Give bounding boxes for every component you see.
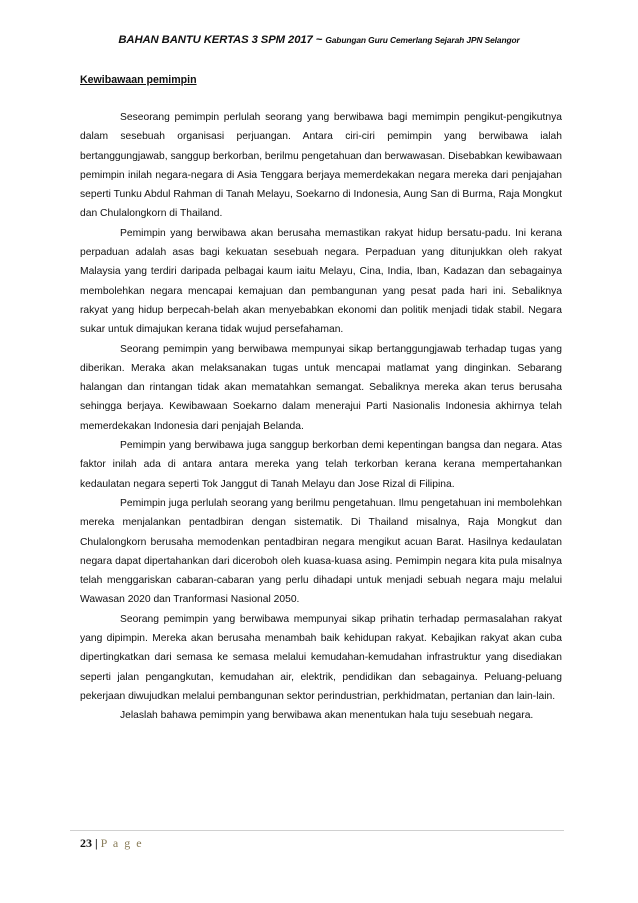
document-body xyxy=(80,108,562,726)
header-tilde: ~ xyxy=(312,34,326,46)
paragraph-3: Seorang pemimpin yang berwibawa mempunyai sikap bertanggungjawab terhadap tugas yang diberikan. Meraka akan melaksanakan tugas untuk mencapai matlamat yang dinginkan. Sebarang halangan dan rintangan tidak akan mematahkan semangat. Sebaliknya mereka akan terus berusaha sehingga berjaya. Kewibawaan Soekarno dalam menerajui Parti Nasionalis Indonesia akhirnya telah memerdekakan Indonesia dari penjajah Belanda. xyxy=(80,343,562,432)
paragraph-7: Jelaslah bahawa pemimpin yang berwibawa akan menentukan hala tuju sesebuah negara. xyxy=(120,710,534,722)
paragraph-2: Pemimpin yang berwibawa akan berusaha memastikan rakyat hidup bersatu-padu. Ini kerana perpaduan adalah asas bagi kekuatan sesebuah negara. Perpaduan yang ditunjukkan oleh rakyat Malaysia yang terdiri daripada pelbagai kaum iaitu Melayu, Cina, India, Iban, Kadazan dan sebagainya membolehkan negara mencapai kemajuan dan pembangunan yang pesat pada hari ini. Sebaliknya rakyat yang hidup berpecah-belah akan menyebabkan ekonomi dan politik menjadi tidak stabil. Negara sukar untuk dimajukan kerana tidak wujud persefahaman. xyxy=(80,227,562,336)
paragraph-6: Seorang pemimpin yang berwibawa mempunyai sikap prihatin terhadap permasalahan rakyat yang dipimpin. Mereka akan berusaha menambah baik kehidupan rakyat. Kebajikan rakyat akan cuba dipertingkatkan dari semasa ke semasa melalui kemudahan-kemudahan infrastruktur yang disediakan seperti jalan pengangkutan, kemudahan air, elektrik, pendidikan dan sebagainya. Peluang-peluang pekerjaan diwujudkan melalui pembangunan sektor perindustrian, perkhidmatan, pertanian dan lain-lain. xyxy=(80,613,562,702)
header-title: BAHAN BANTU KERTAS 3 SPM 2017 xyxy=(118,34,313,46)
paragraph-1: Seseorang pemimpin perlulah seorang yang berwibawa bagi memimpin pengikut-pengikutnya dalam sesebuah organisasi perjuangan. Antara ciri-ciri pemimpin yang berwibawa ialah bertanggungjawab, sanggup berkorban, berilmu pengetahuan dan berwawasan. Disebabkan kewibawaan pemimpin inilah negara-negara di Asia Tenggara berjaya memerdekakan negara mereka dari penjajahan seperti Tunku Abdul Rahman di Tanah Melayu, Soekarno di Indonesia, Aung San di Burma, Raja Mongkut dan Chulalongkorn di Thailand. xyxy=(80,112,563,220)
page-header xyxy=(0,34,638,46)
page-number: 23 xyxy=(80,836,92,850)
page-footer xyxy=(80,836,143,851)
page-separator: | xyxy=(92,836,101,850)
paragraph-4: Pemimpin yang berwibawa juga sanggup berkorban demi kepentingan bangsa dan negara. Atas faktor inilah ada di antara antara mereka yang telah terkorban kerana kerana mempertahankan kedaulatan negara seperti Tok Janggut di Tanah Melayu dan Jose Rizal di Filipina. xyxy=(80,440,562,490)
page-label: P a g e xyxy=(100,836,144,850)
footer-divider xyxy=(70,830,564,831)
section-title: Kewibawaan pemimpin xyxy=(80,74,197,86)
paragraph-5: Pemimpin juga perlulah seorang yang berilmu pengetahuan. Ilmu pengetahuan ini membolehkan mereka menjalankan pentadbiran dengan sistematik. Di Thailand misalnya, Raja Mongkut dan Chulalongkorn berusaha memodenkan pentadbiran negara mengikut acuan Barat. Hasilnya kedaulatan negara dapat dipertahankan dari diceroboh oleh kuasa-kuasa asing. Pemimpin negara kita pula misalnya telah menggariskan cabaran-cabaran yang perlu dihadapi untuk menjadi sebuah negara maju melalui Wawasan 2020 dan Tranformasi Nasional 2050. xyxy=(80,497,562,606)
header-subtitle: Gabungan Guru Cemerlang Sejarah JPN Selangor xyxy=(325,35,520,45)
